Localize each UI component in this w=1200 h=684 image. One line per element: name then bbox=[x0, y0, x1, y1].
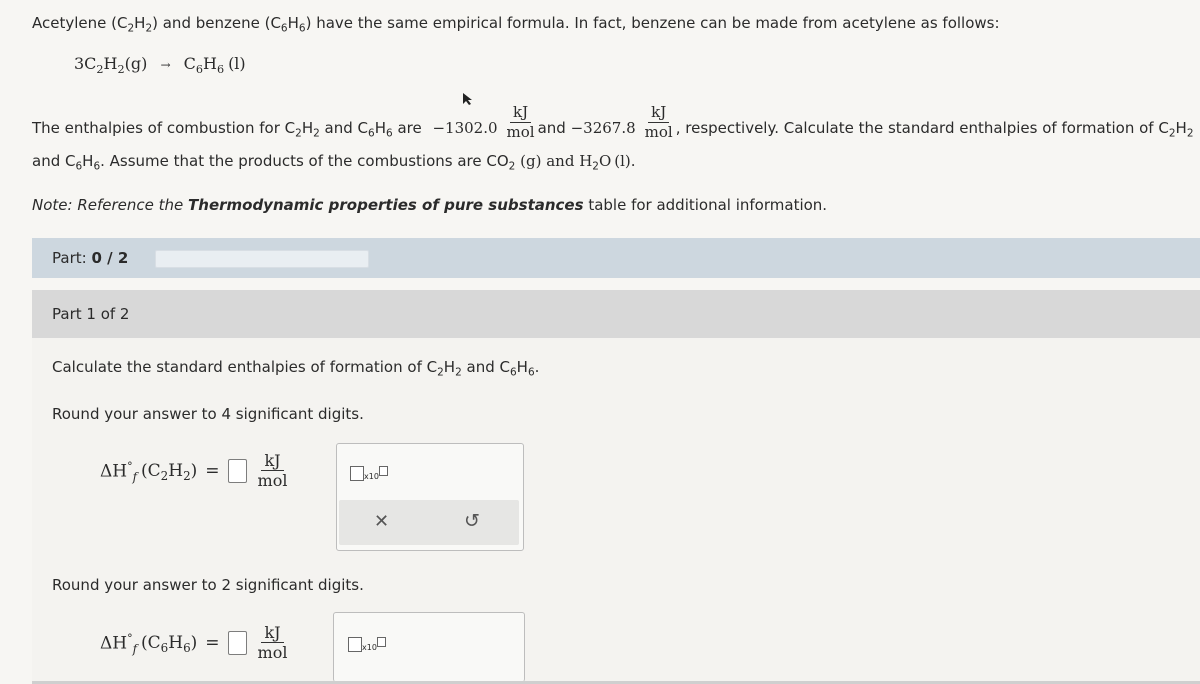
unit-num: kJ bbox=[261, 452, 283, 471]
enthalpy-line bbox=[32, 104, 1194, 141]
sub: 2 bbox=[96, 62, 104, 76]
prompt-text: . bbox=[534, 358, 540, 376]
sub: f bbox=[132, 469, 138, 484]
reaction-text: H bbox=[202, 54, 217, 73]
delta-h-label bbox=[100, 632, 137, 654]
sub: 6 bbox=[280, 22, 288, 35]
unit-num: kJ bbox=[261, 624, 283, 643]
equals-sign: = bbox=[205, 632, 220, 653]
sub: 6 bbox=[509, 366, 517, 379]
sub: 2 bbox=[295, 127, 302, 140]
delta-h-label bbox=[100, 460, 137, 482]
x10-text: x10 bbox=[364, 472, 379, 481]
unit-den: mol bbox=[257, 643, 288, 662]
answer-input-c6h6[interactable] bbox=[228, 631, 247, 655]
reaction-text: H bbox=[103, 54, 118, 73]
undo-icon[interactable]: ↺ bbox=[464, 510, 480, 532]
progress-track bbox=[155, 250, 369, 268]
prompt-text: H bbox=[443, 358, 456, 376]
question-prompt bbox=[52, 358, 540, 379]
clear-icon[interactable]: ✕ bbox=[374, 511, 390, 532]
products-text: H bbox=[82, 152, 94, 170]
sub: 6 bbox=[160, 640, 169, 655]
delta-text: ΔH bbox=[100, 633, 128, 654]
enthalpy-text: and bbox=[537, 118, 571, 137]
scientific-notation-button[interactable] bbox=[350, 466, 388, 481]
combustion-value-2: −3267.8 bbox=[570, 118, 636, 137]
sub: 2 bbox=[1168, 127, 1176, 140]
intro-text-e: ) have the same empirical formula. In fact, benzene can be made from acetylene as follows: bbox=[305, 14, 1000, 32]
formula-text: (C bbox=[141, 460, 161, 481]
sub: 6 bbox=[216, 62, 225, 76]
products-text: (l). bbox=[614, 152, 636, 170]
formula-text: H bbox=[168, 632, 184, 653]
answer-row-c6h6 bbox=[100, 624, 290, 661]
sub: 6 bbox=[368, 127, 375, 140]
unit-fraction bbox=[255, 452, 291, 489]
sub: 2 bbox=[1186, 127, 1194, 140]
reaction-text: (g) bbox=[124, 54, 148, 73]
unit-fraction bbox=[504, 104, 538, 141]
sub: 2 bbox=[117, 62, 125, 76]
products-text: . Assume that the products of the combustions are CO bbox=[100, 152, 509, 170]
sub: 2 bbox=[127, 22, 135, 35]
enthalpy-text: The enthalpies of combustion for C bbox=[32, 118, 296, 137]
reaction-arrow: → bbox=[160, 58, 171, 72]
sci-exponent-box bbox=[377, 637, 386, 647]
part-header bbox=[32, 290, 1200, 338]
sci-base-box bbox=[348, 637, 362, 652]
unit-num: kJ bbox=[648, 104, 669, 123]
prompt-text: and C bbox=[461, 358, 510, 376]
formula-text: ) bbox=[190, 460, 198, 481]
round-instruction-1: Round your answer to 4 significant digits. bbox=[52, 405, 364, 423]
sub: 2 bbox=[592, 160, 599, 173]
part-progress-count: 0 / 2 bbox=[91, 249, 129, 267]
enthalpy-text: and C bbox=[319, 118, 369, 137]
enthalpy-text: H bbox=[374, 118, 386, 137]
x10-text: x10 bbox=[362, 643, 377, 652]
sub: 2 bbox=[160, 468, 169, 483]
sub: 6 bbox=[93, 160, 101, 173]
unit-den: mol bbox=[257, 471, 288, 490]
enthalpy-text: are bbox=[392, 118, 422, 137]
part-label-text: Part: bbox=[52, 249, 87, 267]
sub: 2 bbox=[145, 22, 153, 35]
unit-den: mol bbox=[644, 123, 673, 141]
scientific-notation-button[interactable] bbox=[348, 637, 386, 652]
intro-text-a: Acetylene (C bbox=[32, 14, 128, 32]
unit-fraction bbox=[255, 624, 291, 661]
prompt-text: Calculate the standard enthalpies of formation of C bbox=[52, 358, 438, 376]
sub: 6 bbox=[385, 127, 393, 140]
toolbox-action-row bbox=[339, 500, 519, 545]
sub: 2 bbox=[437, 366, 444, 379]
round-instruction-2: Round your answer to 2 significant digits. bbox=[52, 576, 364, 594]
formula-text: (C bbox=[141, 632, 161, 653]
sub: 6 bbox=[195, 62, 203, 76]
enthalpy-text: , respectively. Calculate the standard enthalpies of formation of C bbox=[675, 118, 1169, 137]
note-line bbox=[32, 196, 827, 214]
combustion-value-1: −1302.0 bbox=[432, 118, 498, 137]
intro-text-b: H bbox=[134, 14, 146, 32]
reaction-text: C bbox=[183, 54, 196, 73]
panel-bottom-edge bbox=[32, 668, 1200, 684]
answer-row-c2h2 bbox=[100, 452, 290, 489]
part-progress-label bbox=[52, 249, 128, 267]
equals-sign: = bbox=[205, 460, 220, 481]
formula-text: H bbox=[168, 460, 184, 481]
sub: 6 bbox=[527, 366, 535, 379]
note-text: table for additional information. bbox=[583, 196, 828, 214]
part-1-label: Part 1 of 2 bbox=[52, 305, 130, 323]
delta-text: ΔH bbox=[100, 461, 128, 482]
note-text: Note: Reference the bbox=[32, 196, 189, 214]
degree: ° bbox=[127, 631, 133, 645]
enthalpy-text: H bbox=[1175, 118, 1187, 137]
products-text: O bbox=[598, 152, 612, 170]
products-line bbox=[32, 152, 636, 173]
thermodynamic-table-link[interactable]: Thermodynamic properties of pure substances bbox=[188, 196, 584, 214]
sub: 2 bbox=[313, 127, 320, 140]
sub: 6 bbox=[75, 160, 83, 173]
formula-text: ) bbox=[190, 632, 198, 653]
reaction-text: 3C bbox=[74, 54, 97, 73]
unit-fraction bbox=[642, 104, 676, 141]
unit-num: kJ bbox=[510, 104, 531, 123]
sub: 2 bbox=[455, 366, 462, 379]
prompt-text: H bbox=[516, 358, 528, 376]
unit-den: mol bbox=[506, 123, 535, 141]
sub: 6 bbox=[298, 22, 306, 35]
products-text: (g) and H bbox=[520, 152, 593, 170]
sub: 2 bbox=[183, 468, 191, 483]
enthalpy-text: H bbox=[301, 118, 314, 137]
reaction-text: (l) bbox=[228, 54, 246, 73]
intro-line bbox=[32, 14, 1000, 35]
reaction-equation bbox=[74, 54, 246, 76]
sub: f bbox=[132, 641, 138, 656]
intro-text-d: H bbox=[287, 14, 299, 32]
answer-input-c2h2[interactable] bbox=[228, 459, 247, 483]
sub: 2 bbox=[508, 160, 516, 173]
sci-base-box bbox=[350, 466, 364, 481]
intro-text-c: ) and benzene (C bbox=[152, 14, 281, 32]
sci-exponent-box bbox=[379, 466, 388, 476]
degree: ° bbox=[127, 459, 133, 473]
products-text: and C bbox=[32, 152, 76, 170]
sub: 6 bbox=[183, 640, 191, 655]
